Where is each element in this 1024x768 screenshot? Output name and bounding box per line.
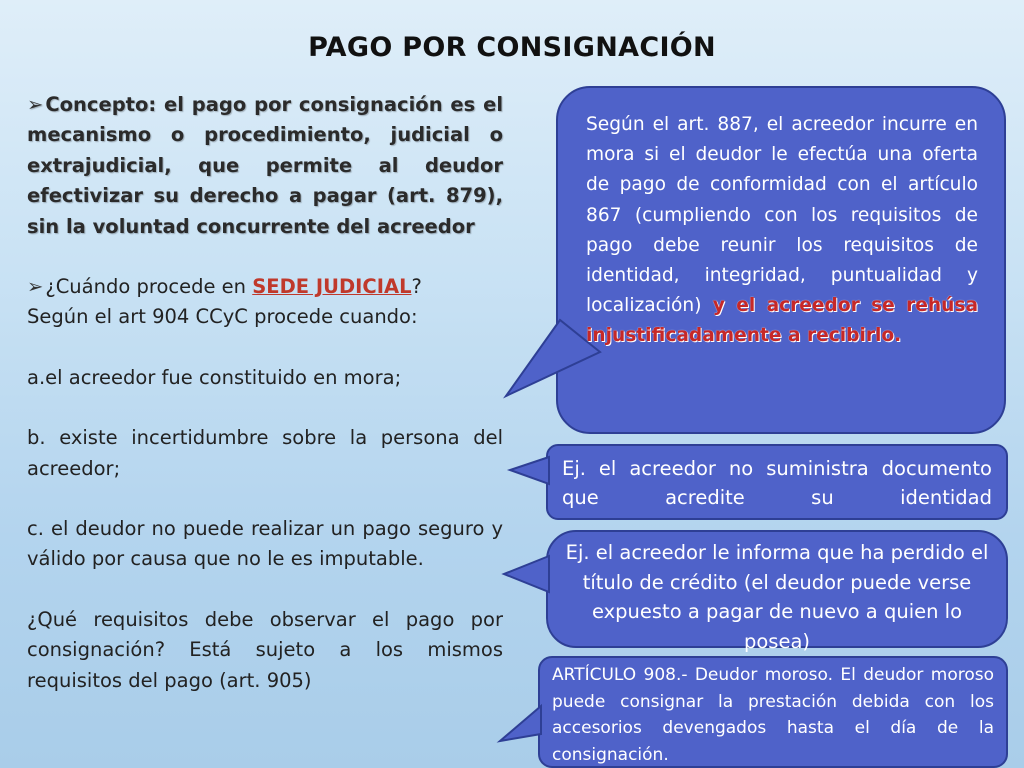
page-title: PAGO POR CONSIGNACIÓN xyxy=(308,32,716,63)
item-a: a.el acreedor fue constituido en mora; xyxy=(27,365,402,389)
art-908-callout xyxy=(538,656,1008,768)
art-887-highlight: y el acreedor se rehúsa injustificadamente a recibirlo. xyxy=(586,295,978,347)
example-identity-text: Ej. el acreedor no suministra documento que acredite su identidad xyxy=(562,457,992,509)
bubble2-tail xyxy=(510,457,549,484)
bubble3-tail xyxy=(504,556,549,592)
arrow-bullet-icon: ➢ xyxy=(27,93,44,116)
item-c: c. el deudor no puede realizar un pago seguro y válido por causa que no le es imputable. xyxy=(27,517,503,571)
example-credit-title-callout xyxy=(546,530,1008,653)
concept-text: Concepto: el pago por consignación es el mecanismo o procedimiento, judicial o extrajudicial, que permite al deudor efectivizar su derecho a pagar (art. 879), sin la voluntad concurrente del acreedor xyxy=(27,93,503,238)
example-identity-callout xyxy=(546,444,1008,520)
item-b: b. existe incertidumbre sobre la persona del acreedor; xyxy=(27,426,503,480)
question-judicial-end: ? xyxy=(411,275,422,299)
sede-judicial-highlight: SEDE JUDICIAL xyxy=(252,275,412,299)
bubble4-tail xyxy=(500,706,541,741)
arrow-bullet-icon: ➢ xyxy=(27,275,44,299)
question-judicial-text: ¿Cuándo procede en xyxy=(45,275,253,299)
requirements-question: ¿Qué requisitos debe observar el pago por consignación? Está sujeto a los mismos requisitos del pago (art. 905) xyxy=(27,607,503,692)
art-908-text: ARTÍCULO 908.- Deudor moroso. El deudor moroso puede consignar la prestación debida con los accesorios devengados hasta el día de la consignación. xyxy=(552,665,994,765)
example-credit-title-text: Ej. el acreedor le informa que ha perdido el título de crédito (el deudor puede verse expuesto a pagar de nuevo a quien lo posea) xyxy=(565,541,989,653)
article-904-line: Según el art 904 CCyC procede cuando: xyxy=(27,305,418,329)
art-887-text: Según el art. 887, el acreedor incurre en mora si el deudor le efectúa una oferta de pago de conformidad con el artículo 867 (cumpliendo con los requisitos de pago debe reunir los requisitos de identidad, integridad, puntualidad y localización) xyxy=(586,114,978,317)
